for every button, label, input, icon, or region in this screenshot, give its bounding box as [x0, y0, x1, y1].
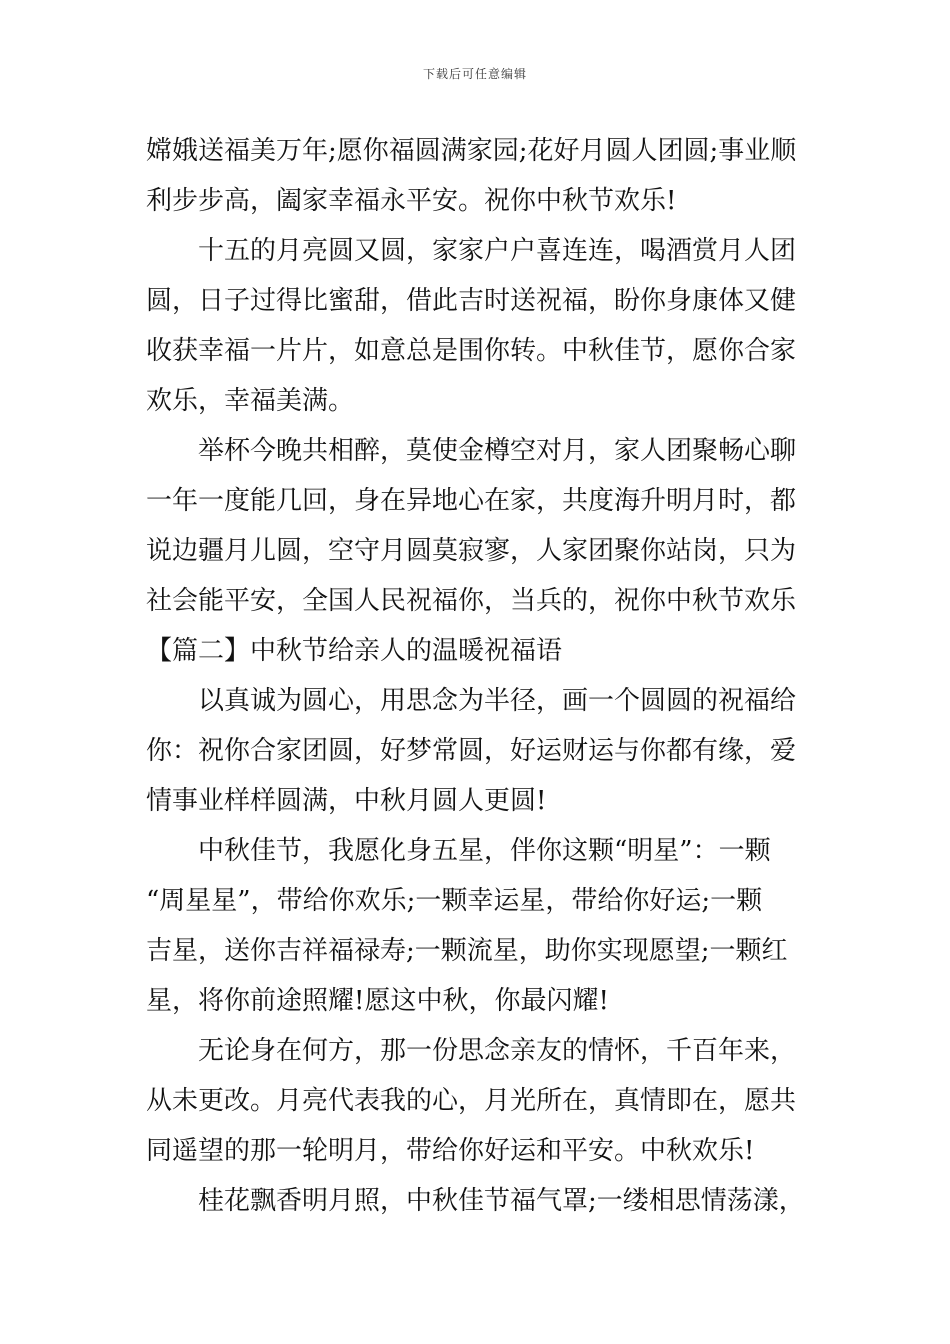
page-header: 下载后可任意编辑	[422, 67, 527, 81]
body-line: 欢乐，幸福美满。	[146, 386, 355, 416]
paragraph-start-line: 举杯今晚共相醉，莫使金樽空对月，家人团聚畅心聊	[198, 436, 797, 466]
body-line: 你：祝你合家团圆，好梦常圆，好运财运与你都有缘，爱	[146, 736, 797, 766]
body-line: 说边疆月儿圆，空守月圆莫寂寥，人家团聚你站岗，只为	[146, 536, 797, 566]
body-line: 星，将你前途照耀!愿这中秋，你最闪耀!	[146, 986, 609, 1016]
document-body	[146, 126, 810, 1226]
body-line: “周星星”，带给你欢乐;一颗幸运星，带给你好运;一颗	[146, 886, 763, 916]
paragraph-start-line: 中秋佳节，我愿化身五星，伴你这颗“明星”：一颗	[198, 836, 771, 866]
body-line: 嫦娥送福美万年;愿你福圆满家园;花好月圆人团圆;事业顺	[146, 136, 797, 166]
body-line: 收获幸福一片片，如意总是围你转。中秋佳节，愿你合家	[146, 336, 797, 366]
body-line: 同遥望的那一轮明月，带给你好运和平安。中秋欢乐!	[146, 1136, 755, 1166]
section-heading: 【篇二】中秋节给亲人的温暖祝福语	[146, 636, 563, 666]
body-line: 一年一度能几回，身在异地心在家，共度海升明月时，都	[146, 486, 797, 516]
body-line: 吉星，送你吉祥福禄寿;一颗流星，助你实现愿望;一颗红	[146, 936, 788, 966]
paragraph-start-line: 十五的月亮圆又圆，家家户户喜连连，喝酒赏月人团	[198, 236, 797, 266]
body-line: 情事业样样圆满，中秋月圆人更圆!	[146, 786, 547, 816]
body-line: 圆，日子过得比蜜甜，借此吉时送祝福，盼你身康体又健	[146, 286, 797, 316]
paragraph-start-line: 无论身在何方，那一份思念亲友的情怀，千百年来，	[198, 1036, 797, 1066]
body-line: 利步步高，阖家幸福永平安。祝你中秋节欢乐!	[146, 186, 677, 216]
paragraph-start-line: 以真诚为圆心，用思念为半径，画一个圆圆的祝福给	[198, 686, 797, 716]
body-line: 从未更改。月亮代表我的心，月光所在，真情即在，愿共	[146, 1086, 797, 1116]
body-line: 社会能平安，全国人民祝福你，当兵的，祝你中秋节欢乐	[146, 586, 797, 616]
paragraph-start-line: 桂花飘香明月照，中秋佳节福气罩;一缕相思情荡漾，	[198, 1186, 805, 1216]
